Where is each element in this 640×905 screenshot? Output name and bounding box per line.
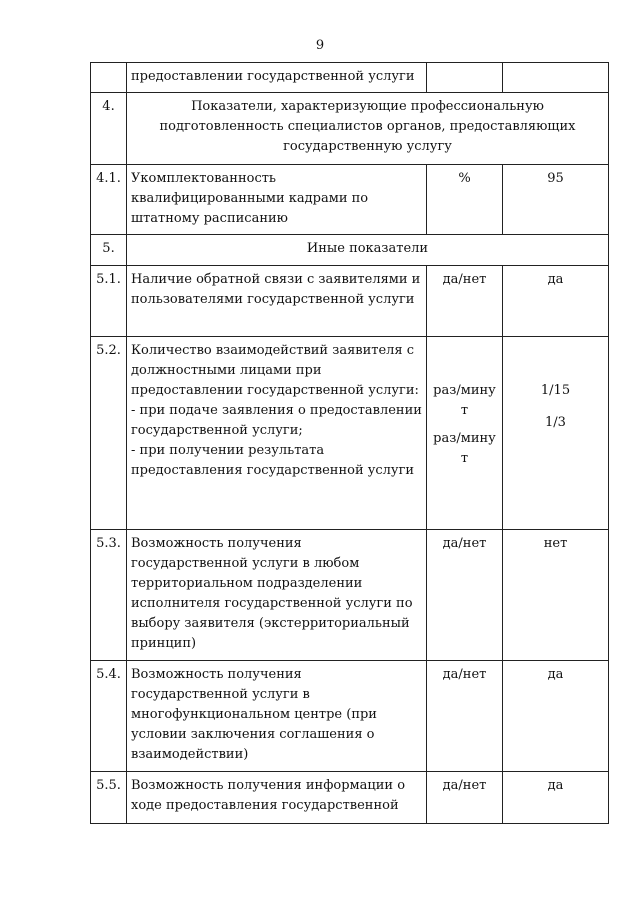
value-cell: 95 xyxy=(503,165,609,235)
table-row xyxy=(91,266,609,337)
table-row xyxy=(91,337,609,530)
section-title: Иные показатели xyxy=(127,235,609,266)
unit-value: раз/минут xyxy=(433,383,496,418)
unit-cell: да/нет xyxy=(427,266,503,337)
unit-value: раз/минут xyxy=(433,431,496,466)
indicator-text: Возможность получения информации о ходе предоставления государственной xyxy=(127,772,427,824)
row-number: 5.1. xyxy=(91,266,127,337)
section-title: Показатели, характеризующие профессиональную подготовленность специалистов органов, предоставляющих государственную услугу xyxy=(127,93,609,165)
value-cell xyxy=(503,63,609,93)
indicator-value: 1/3 xyxy=(545,415,566,430)
value-cell xyxy=(503,337,609,530)
indicator-text-line: Количество взаимодействий заявителя с должностными лицами при предоставлении государственной услуги: xyxy=(131,343,419,398)
table-row xyxy=(91,772,609,824)
indicator-text xyxy=(127,337,427,530)
indicator-text: Наличие обратной связи с заявителями и пользователями государственной услуги xyxy=(127,266,427,337)
unit-cell: да/нет xyxy=(427,530,503,661)
row-number: 5.3. xyxy=(91,530,127,661)
indicator-value: 1/15 xyxy=(540,383,571,398)
indicator-text: Возможность получения государственной услуги в любом территориальном подразделении исполнителя государственной услуги по выбору заявителя (экстерриториальный принцип) xyxy=(127,530,427,661)
indicators-table xyxy=(90,62,609,824)
table-row xyxy=(91,530,609,661)
value-cell: да xyxy=(503,661,609,772)
table-row xyxy=(91,63,609,93)
unit-cell xyxy=(427,63,503,93)
indicator-text-line: - при подаче заявления о предоставлении государственной услуги; xyxy=(131,403,422,438)
row-number: 5.2. xyxy=(91,337,127,530)
page-number: 9 xyxy=(315,38,325,53)
unit-cell: % xyxy=(427,165,503,235)
indicator-text-line: - при получении результата предоставления государственной услуги xyxy=(131,443,415,478)
indicator-text: Возможность получения государственной услуги в многофункциональном центре (при условии заключения соглашения о взаимодействии) xyxy=(127,661,427,772)
unit-cell: да/нет xyxy=(427,772,503,824)
table-row xyxy=(91,165,609,235)
table-row xyxy=(91,661,609,772)
unit-cell: да/нет xyxy=(427,661,503,772)
row-number: 4.1. xyxy=(91,165,127,235)
table-row xyxy=(91,93,609,165)
indicator-text: Укомплектованность квалифицированными кадрами по штатному расписанию xyxy=(127,165,427,235)
unit-cell xyxy=(427,337,503,530)
value-cell: нет xyxy=(503,530,609,661)
section-number: 4. xyxy=(91,93,127,165)
row-number: 5.4. xyxy=(91,661,127,772)
indicator-text: предоставлении государственной услуги xyxy=(127,63,427,93)
row-number xyxy=(91,63,127,93)
value-cell: да xyxy=(503,772,609,824)
section-number: 5. xyxy=(91,235,127,266)
value-cell: да xyxy=(503,266,609,337)
row-number: 5.5. xyxy=(91,772,127,824)
table-row xyxy=(91,235,609,266)
